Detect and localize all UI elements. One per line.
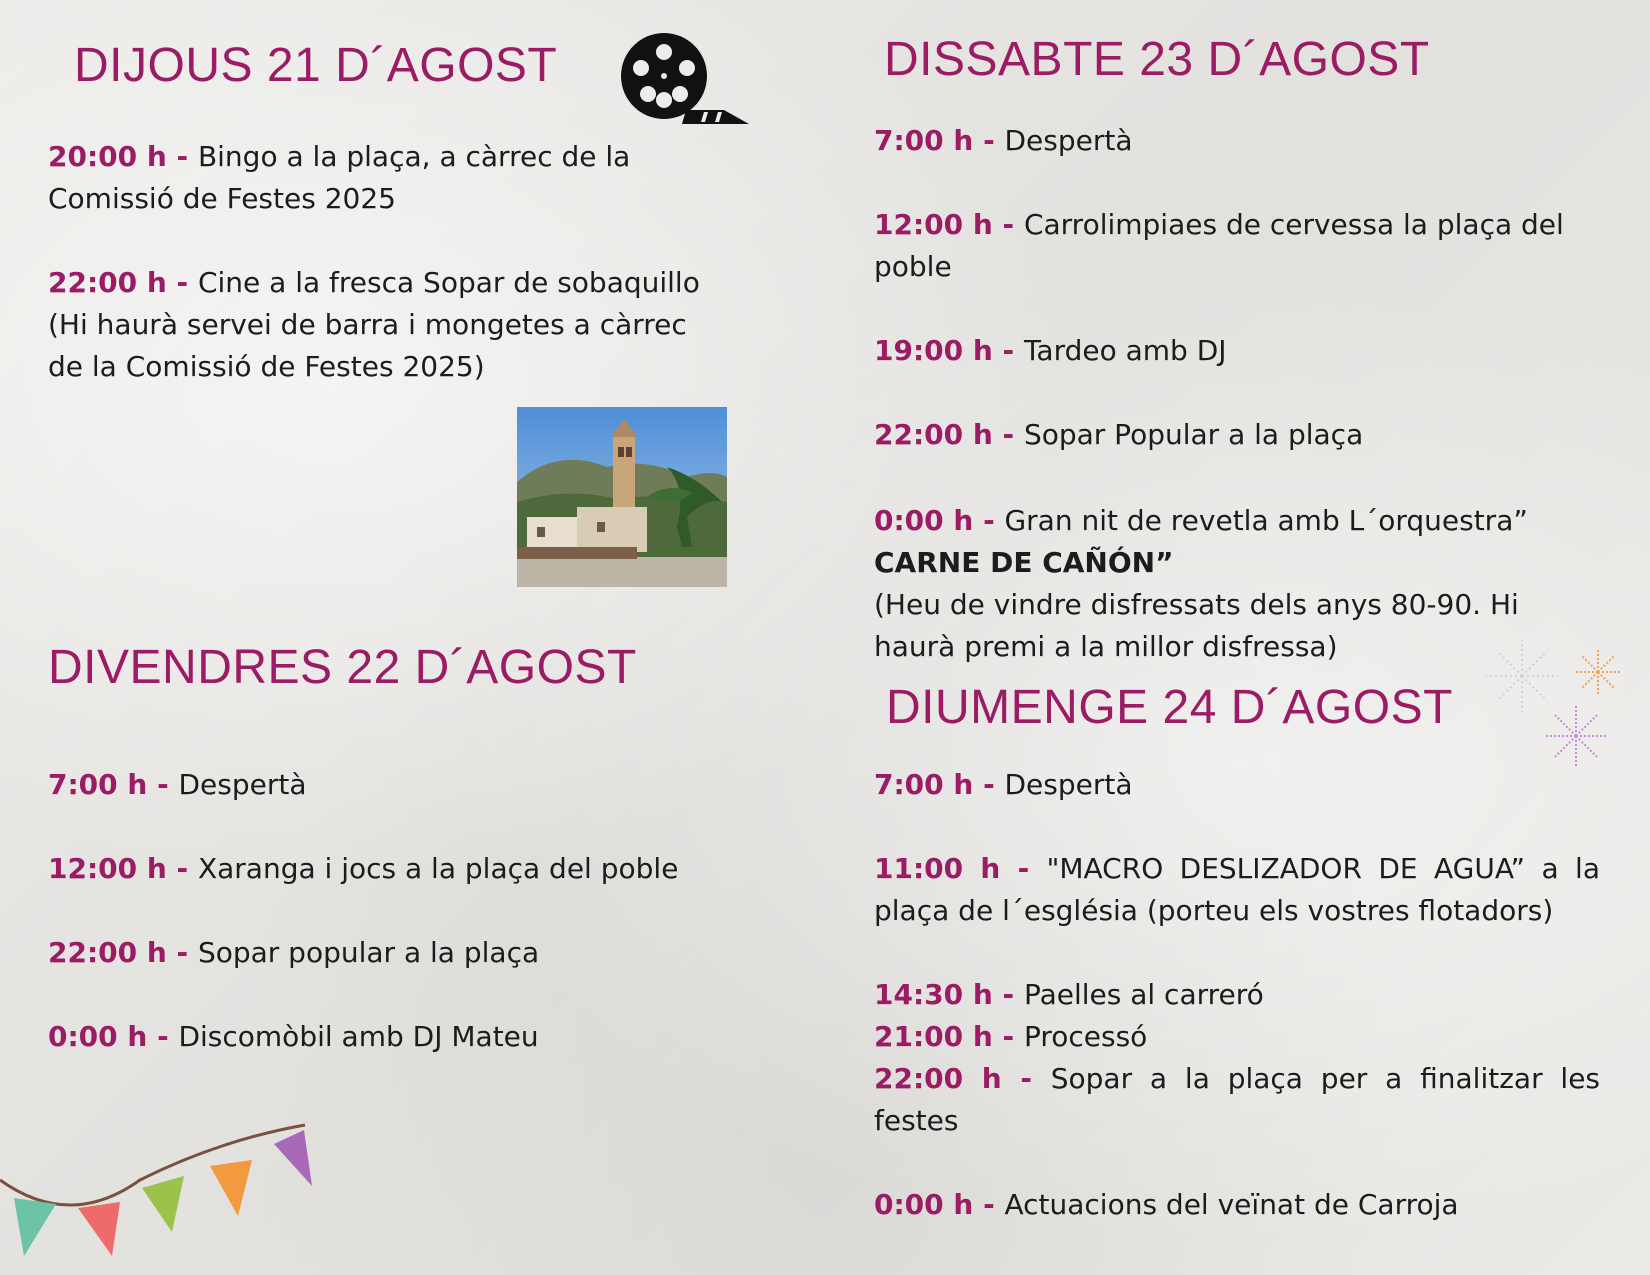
event-separator: - — [166, 266, 198, 299]
village-church-photo — [517, 407, 727, 587]
event-text: Carrolimpiaes de cervessa la plaça del poble — [874, 208, 1564, 283]
event-time: 22:00 h — [874, 418, 993, 451]
event-separator: - — [166, 140, 198, 173]
event-divendres-3 — [48, 932, 748, 974]
event-text: "MACRO DESLIZADOR DE AGUA” a la plaça de l´església (porteu els vostres flotadors) — [874, 852, 1600, 927]
event-time: 19:00 h — [874, 334, 993, 367]
event-separator: - — [973, 124, 1005, 157]
event-separator: - — [973, 768, 1005, 801]
event-separator: - — [992, 334, 1024, 367]
event-dissabte-3 — [874, 330, 1594, 372]
event-dijous-2 — [48, 262, 708, 388]
event-text: Despertà — [1004, 768, 1133, 801]
event-dissabte-4 — [874, 414, 1594, 456]
event-text: Despertà — [178, 768, 307, 801]
event-diumenge-5 — [874, 1058, 1600, 1142]
event-time: 22:00 h — [874, 1062, 1002, 1095]
event-text: Paelles al carreró — [1023, 978, 1264, 1011]
event-time: 20:00 h — [48, 140, 167, 173]
event-separator: - — [992, 978, 1024, 1011]
event-separator: - — [992, 208, 1024, 241]
event-text: Tardeo amb DJ — [1023, 334, 1227, 367]
event-note: (Heu de vindre disfressats dels anys 80-90. Hi haurà premi a la millor disfressa) — [874, 588, 1519, 663]
event-separator: - — [973, 1188, 1005, 1221]
event-time: 0:00 h — [874, 1188, 974, 1221]
event-time: 11:00 h — [874, 852, 1001, 885]
event-separator: - — [166, 936, 198, 969]
event-time: 7:00 h — [48, 768, 148, 801]
event-text: Discomòbil amb DJ Mateu — [178, 1020, 539, 1053]
event-text: Xaranga i jocs a la plaça del poble — [197, 852, 679, 885]
event-diumenge-1 — [874, 764, 1594, 806]
event-time: 12:00 h — [874, 208, 993, 241]
event-dissabte-5 — [874, 500, 1534, 668]
event-separator: - — [992, 418, 1024, 451]
event-time: 12:00 h — [48, 852, 167, 885]
event-text: Gran nit de revetla amb L´orquestra” — [1004, 504, 1528, 537]
event-text: Despertà — [1004, 124, 1133, 157]
event-time: 0:00 h — [48, 1020, 148, 1053]
event-time: 0:00 h — [874, 504, 974, 537]
event-time: 7:00 h — [874, 768, 974, 801]
fireworks-icon — [1480, 636, 1630, 776]
event-separator: - — [147, 1020, 179, 1053]
event-time: 21:00 h — [874, 1020, 993, 1053]
event-text: Bingo a la plaça, a càrrec de la Comissió de Festes 2025 — [48, 140, 631, 215]
heading-dissabte: DISSABTE 23 D´AGOST — [884, 33, 1430, 86]
event-separator: - — [1000, 852, 1047, 885]
event-separator: - — [1001, 1062, 1051, 1095]
event-divendres-2 — [48, 848, 768, 890]
event-separator: - — [973, 504, 1005, 537]
heading-divendres: DIVENDRES 22 D´AGOST — [48, 641, 637, 694]
orchestra-name: CARNE DE CAÑÓN” — [874, 546, 1174, 579]
event-time: 22:00 h — [48, 936, 167, 969]
event-diumenge-4 — [874, 1016, 1594, 1058]
event-separator: - — [992, 1020, 1024, 1053]
event-diumenge-2 — [874, 848, 1600, 932]
event-time: 7:00 h — [874, 124, 974, 157]
event-dissabte-1 — [874, 120, 1594, 162]
bunting-icon — [0, 1120, 320, 1270]
event-separator: - — [166, 852, 198, 885]
event-dijous-1 — [48, 136, 688, 220]
event-diumenge-6 — [874, 1184, 1594, 1226]
event-text: Processó — [1023, 1020, 1148, 1053]
film-reel-icon — [620, 32, 752, 126]
event-text: Sopar Popular a la plaça — [1023, 418, 1364, 451]
event-text: Actuacions del veïnat de Carroja — [1004, 1188, 1459, 1221]
event-text: Cine a la fresca Sopar de sobaquillo (Hi haurà servei de barra i mongetes a càrrec de la Comissió de Festes 2025) — [48, 266, 700, 383]
heading-dijous: DIJOUS 21 D´AGOST — [74, 39, 558, 92]
event-text: Sopar a la plaça per a finalitzar les festes — [874, 1062, 1601, 1137]
event-divendres-1 — [48, 764, 748, 806]
event-divendres-4 — [48, 1016, 748, 1058]
event-time: 14:30 h — [874, 978, 993, 1011]
event-text: Sopar popular a la plaça — [197, 936, 540, 969]
event-diumenge-3 — [874, 974, 1594, 1016]
event-dissabte-2 — [874, 204, 1586, 288]
heading-diumenge: DIUMENGE 24 D´AGOST — [886, 681, 1453, 734]
event-separator: - — [147, 768, 179, 801]
event-time: 22:00 h — [48, 266, 167, 299]
